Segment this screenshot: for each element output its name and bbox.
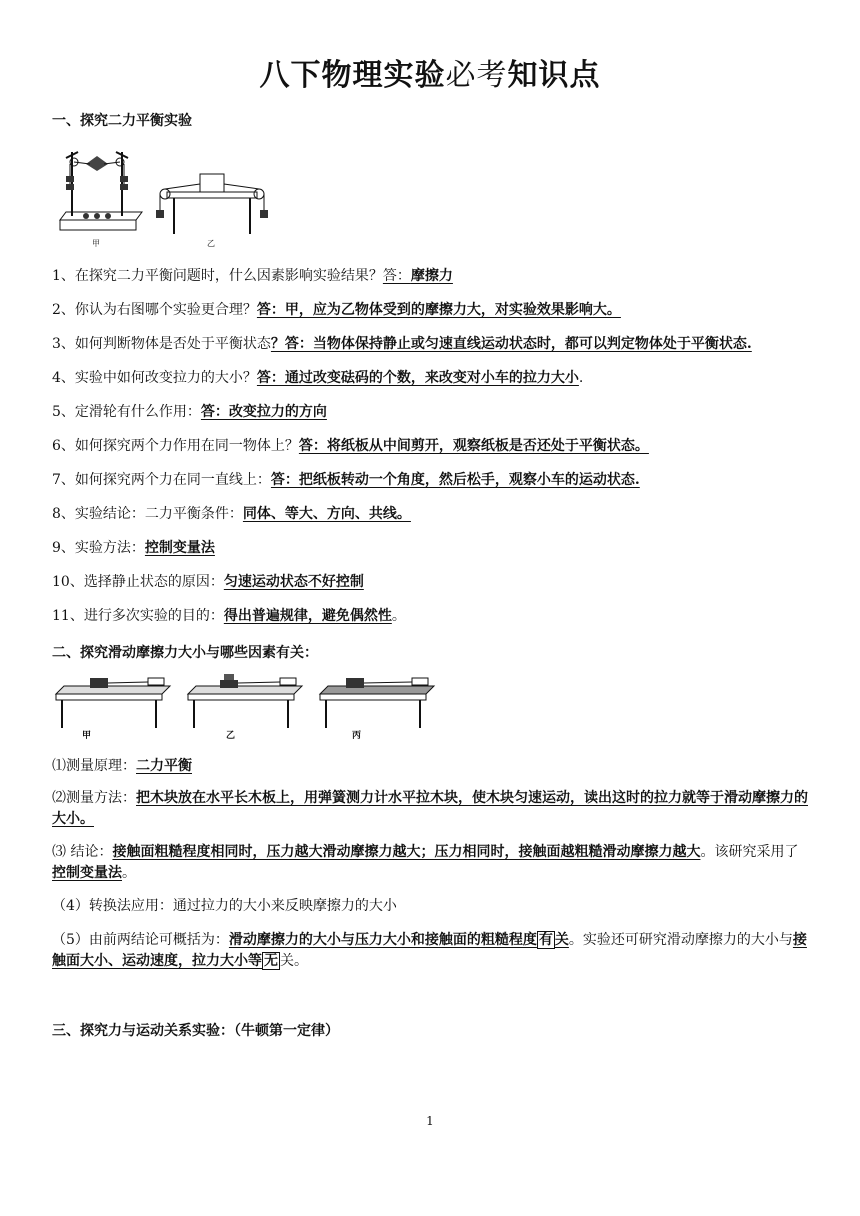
- fig2-label-bing: 丙: [352, 731, 362, 741]
- method-conclusion: ⑶ 结论：接触面粗糙程度相同时，压力越大滑动摩擦力越大；压力相同时，接触面越粗糙滑动摩擦力越大。该研究采用了控制变量法。: [52, 844, 799, 881]
- friction-experiment-figure: [52, 672, 452, 742]
- method-summary: （5）由前两结论可概括为：滑动摩擦力的大小与压力大小和接触面的粗糙程度 有 关。实验还可研究滑动摩擦力的大小与接触面大小、运动速度，拉力大小等 无 关。: [52, 932, 807, 969]
- fig1-label-jia: 甲: [92, 239, 100, 248]
- method-conversion: （4）转换法应用：通过拉力的大小来反映摩擦力的大小: [52, 898, 397, 914]
- question-5: 5、定滑轮有什么作用：答：改变拉力的方向: [52, 404, 327, 420]
- section3-heading: 三、探究力与运动关系实验：（牛顿第一定律）: [52, 1023, 339, 1039]
- method-procedure: ⑵测量方法：把木块放在水平长木板上，用弹簧测力计水平拉木块，使木块匀速运动，读出这时的拉力就等于滑动摩擦力的大小。: [52, 790, 808, 827]
- question-6: 6、如何探究两个力作用在同一物体上？答：将纸板从中间剪开，观察纸板是否还处于平衡状态。: [52, 438, 649, 454]
- question-3: 3、如何判断物体是否处于平衡状态？答：当物体保持静止或匀速直线运动状态时，都可以判定物体处于平衡状态.: [52, 336, 752, 352]
- section2-heading: 二、探究滑动摩擦力大小与哪些因素有关：: [52, 645, 318, 661]
- question-11: 11、进行多次实验的目的：得出普遍规律，避免偶然性。: [52, 608, 406, 624]
- question-8: 8、实验结论：二力平衡条件：同体、等大、方向、共线。: [52, 506, 411, 522]
- page-number: 1: [426, 1114, 434, 1128]
- page-title: 八下物理实验必考知识点: [259, 58, 601, 93]
- method-principle: ⑴测量原理：二力平衡: [52, 758, 192, 774]
- balance-apparatus-figure: [52, 138, 277, 254]
- fig2-label-jia: 甲: [82, 731, 92, 741]
- question-9: 9、实验方法：控制变量法: [52, 540, 215, 556]
- section1-heading: 一、探究二力平衡实验: [52, 113, 192, 129]
- fig1-label-yi: 乙: [207, 239, 215, 248]
- question-7: 7、如何探究两个力在同一直线上：答：把纸板转动一个角度，然后松手，观察小车的运动状态.: [52, 472, 640, 488]
- question-4: 4、实验中如何改变拉力的大小？答：通过改变砝码的个数，来改变对小车的拉力大小.: [52, 370, 584, 386]
- fig2-label-yi: 乙: [226, 731, 236, 741]
- question-1: 1、在探究二力平衡问题时，什么因素影响实验结果？答：摩擦力: [52, 268, 453, 284]
- question-2: 2、你认为右图哪个实验更合理？答：甲，应为乙物体受到的摩擦力大，对实验效果影响大。: [52, 302, 621, 318]
- question-10: 10、选择静止状态的原因：匀速运动状态不好控制: [52, 574, 364, 590]
